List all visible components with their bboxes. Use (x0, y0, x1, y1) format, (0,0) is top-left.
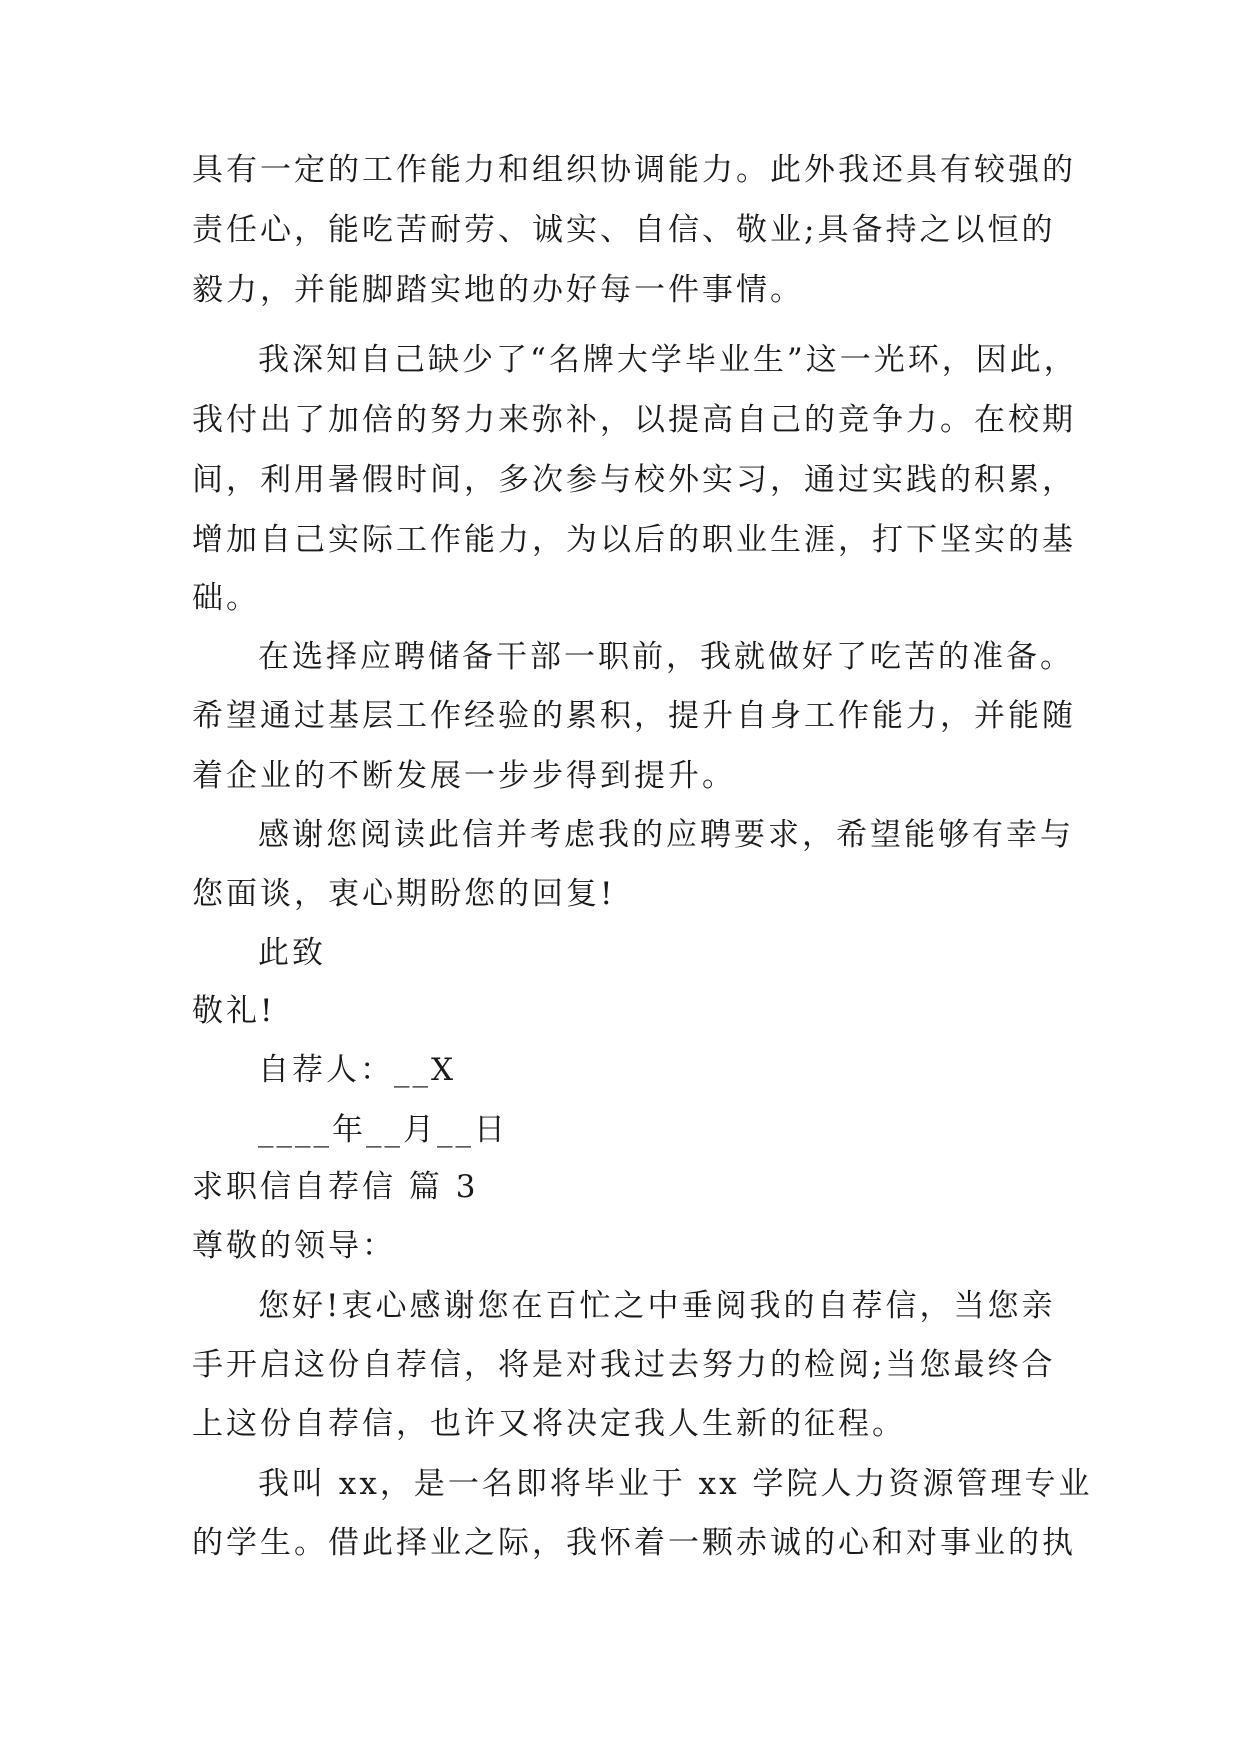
paragraph-line: 毅力，并能脚踏实地的办好每一件事情。 (192, 272, 804, 308)
paragraph-line: 上这份自荐信，也许又将决定我人生新的征程。 (192, 1406, 906, 1442)
greeting: 尊敬的领导： (192, 1228, 396, 1264)
paragraph-line: 具有一定的工作能力和组织协调能力。此外我还具有较强的 (192, 152, 1076, 188)
paragraph-line: 础。 (192, 580, 260, 616)
paragraph-line: 感谢您阅读此信并考虑我的应聘要求，希望能够有幸与 (258, 817, 1074, 853)
closing-salutation: 此致 (258, 935, 326, 971)
paragraph-line: 着企业的不断发展一步步得到提升。 (192, 758, 736, 794)
paragraph-line: 您好!衷心感谢您在百忙之中垂阅我的自荐信，当您亲 (258, 1288, 1056, 1324)
date-line: ____年__月__日 (258, 1112, 508, 1148)
paragraph-line: 间，利用暑假时间，多次参与校外实习，通过实践的积累， (192, 462, 1076, 498)
paragraph-line: 的学生。借此择业之际，我怀着一颗赤诚的心和对事业的执 (192, 1525, 1076, 1561)
paragraph-line: 在选择应聘储备干部一职前，我就做好了吃苦的准备。 (258, 639, 1074, 675)
closing-regards: 敬礼! (192, 993, 276, 1029)
paragraph-line: 手开启这份自荐信，将是对我过去努力的检阅;当您最终合 (192, 1347, 1056, 1383)
section-heading: 求职信自荐信 篇 3 (192, 1169, 479, 1205)
paragraph-line: 您面谈，衷心期盼您的回复! (192, 876, 616, 912)
paragraph-line: 责任心，能吃苦耐劳、诚实、自信、敬业;具备持之以恒的 (192, 212, 1056, 248)
signature-line: 自荐人：__X (258, 1052, 457, 1088)
paragraph-line: 我付出了加倍的努力来弥补，以提高自己的竞争力。在校期 (192, 402, 1076, 438)
paragraph-line: 我叫 xx，是一名即将毕业于 xx 学院人力资源管理专业 (258, 1466, 1093, 1502)
paragraph-line: 希望通过基层工作经验的累积，提升自身工作能力，并能随 (192, 698, 1076, 734)
paragraph-line: 我深知自己缺少了“名牌大学毕业生”这一光环，因此， (258, 342, 1078, 378)
paragraph-line: 增加自己实际工作能力，为以后的职业生涯，打下坚实的基 (192, 522, 1076, 558)
